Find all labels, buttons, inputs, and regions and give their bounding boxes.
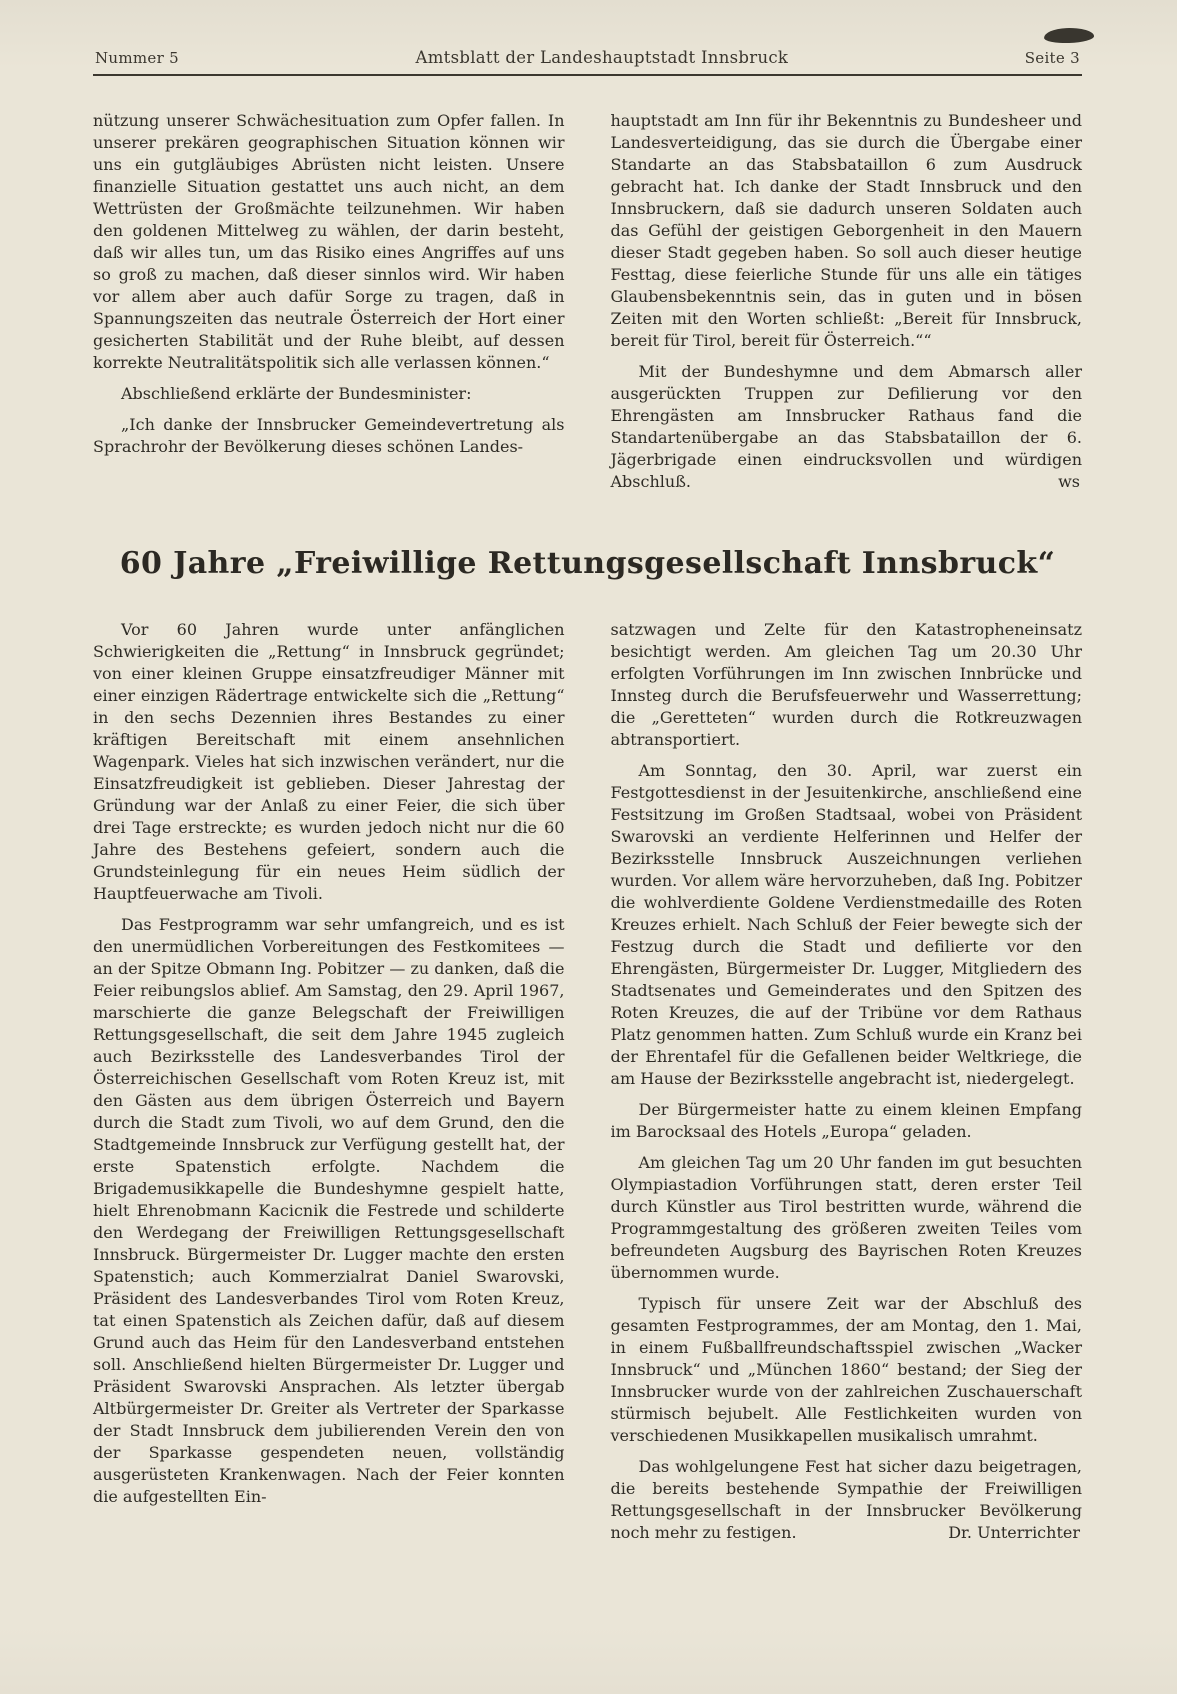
author-initials: ws: [1058, 472, 1080, 491]
page-number: Seite 3: [1024, 49, 1080, 67]
masthead-divider: [93, 74, 1082, 76]
top-right-column: [611, 110, 1083, 502]
paragraph: nützung unserer Schwächesituation zum Opfer fallen. In unserer prekären geographischen Situation können wir uns ein gutgläubiges Abrüsten nicht leisten. Unsere finanzielle Situation gestattet uns auch nicht, an dem Wettrüsten der Großmächte teilzunehmen. Wir haben den goldenen Mittelweg zu wählen, der darin besteht, daß wir alles tun, um das Risiko eines Angriffes auf uns so groß zu machen, daß dieser sinnlos wird. Wir haben vor allem aber auch dafür Sorge zu tragen, daß in Spannungszeiten das neutrale Österreich der Hort einer gesicherten Stabilität und der Ruhe bleibt, auf dessen korrekte Neutralitätspolitik sich alle verlassen können.“: [93, 111, 565, 372]
newspaper-title: Amtsblatt der Landeshauptstadt Innsbruck: [415, 48, 789, 67]
main-right-column: [611, 619, 1083, 1553]
anniversary-article: [93, 619, 1082, 1553]
paragraph: [611, 1456, 1083, 1544]
issue-number: Nummer 5: [95, 49, 179, 67]
paragraph: Vor 60 Jahren wurde unter anfänglichen Schwierigkeiten die „Rettung“ in Innsbruck gegründet; von einer kleinen Gruppe einsatzfreudiger Männer mit einer einzigen Rädertrage entwickelte sich die „Rettung“ in den sechs Dezennien ihres Bestandes zu einer kräftigen Bereitschaft mit einem ansehnlichen Wagenpark. Vieles hat sich inzwischen verändert, nur die Einsatzfreudigkeit ist geblieben. Dieser Jahrestag der Gründung war der Anlaß zu einer Feier, die sich über drei Tage erstreckte; es wurden jedoch nicht nur die 60 Jahre des Bestehens gefeiert, sondern auch die Grundsteinlegung für ein neues Heim südlich der Hauptfeuerwache am Tivoli.: [93, 620, 565, 903]
paragraph-text: Mit der Bundeshymne und dem Abmarsch aller ausgerückten Truppen zur Defilierung vor den Ehrengästen am Innsbrucker Rathaus fand die Standartenübergabe an das Stabsbataillon der 6. Jägerbrigade einen eindrucksvollen und würdigen Abschluß.: [610, 362, 1082, 491]
masthead: [93, 48, 1082, 74]
main-left-column: [93, 619, 565, 1553]
lead-article-continuation: [93, 110, 1082, 502]
paragraph: Typisch für unsere Zeit war der Abschluß des gesamten Festprogrammes, der am Montag, den 1. Mai, in einem Fußballfreundschaftsspiel zwischen „Wacker Innsbruck“ und „München 1860“ bestand; der Sieg der Innsbrucker wurde von der zahlreichen Zuschauerschaft stürmisch bejubelt. Alle Festlichkeiten wurden von verschiedenen Musikkapellen musikalisch umrahmt.: [610, 1294, 1082, 1445]
top-left-column: [93, 110, 565, 502]
paragraph: [611, 361, 1083, 493]
author-signature: Dr. Unterrichter: [948, 1523, 1080, 1542]
paragraph: Das Festprogramm war sehr umfangreich, und es ist den unermüdlichen Vorbereitungen des Festkomitees — an der Spitze Obmann Ing. Pobitzer — zu danken, daß die Feier reibungslos ablief. Am Samstag, den 29. April 1967, marschierte die ganze Belegschaft der Freiwilligen Rettungsgesellschaft, die seit dem Jahre 1945 zugleich auch Bezirksstelle des Landesverbandes Tirol der Österreichischen Gesellschaft vom Roten Kreuz ist, mit den Gästen aus dem übrigen Österreich und Bayern durch die Stadt zum Tivoli, wo auf dem Grund, den die Stadtgemeinde Innsbruck zur Verfügung gestellt hat, der erste Spatenstich erfolgte. Nachdem die Brigademusikkapelle die Bundeshymne gespielt hatte, hielt Ehrenobmann Kacicnik die Festrede und schilderte den Werdegang der Freiwilligen Rettungsgesellschaft Innsbruck. Bürgermeister Dr. Lugger machte den ersten Spatenstich; auch Kommerzialrat Daniel Swarovski, Präsident des Landesverbandes Tirol vom Roten Kreuz, tat einen Spatenstich als Zeichen dafür, daß auf diesem Grund auch das Heim für den Landesverband entstehen soll. Anschließend hielten Bürgermeister Dr. Lugger und Präsident Swarovski Ansprachen. Als letzter übergab Altbürgermeister Dr. Greiter als Vertreter der Sparkasse der Stadt Innsbruck dem jubilierenden Verein den von der Sparkasse gespendeten neuen, vollständig ausgerüsteten Krankenwagen. Nach der Feier konnten die aufgestellten Ein-: [93, 915, 565, 1506]
paragraph-text: Das wohlgelungene Fest hat sicher dazu beigetragen, die bereits bestehende Sympathie der Freiwilligen Rettungsgesellschaft in der Innsbrucker Bevölkerung noch mehr zu festigen.: [610, 1457, 1082, 1542]
paragraph: „Ich danke der Innsbrucker Gemeindevertretung als Sprachrohr der Bevölkerung dieses schönen Landes-: [93, 415, 565, 456]
paragraph: satzwagen und Zelte für den Katastropheneinsatz besichtigt werden. Am gleichen Tag um 20.30 Uhr erfolgten Vorführungen im Inn zwischen Innbrücke und Innsteg durch die Berufsfeuerwehr und Wasserrettung; die „Geretteten“ wurden durch die Rotkreuzwagen abtransportiert.: [610, 620, 1082, 749]
article-headline: 60 Jahre „Freiwillige Rettungsgesellschaft Innsbruck“: [119, 546, 1056, 581]
paragraph: hauptstadt am Inn für ihr Bekenntnis zu Bundesheer und Landesverteidigung, das sie durch die Übergabe einer Standarte an das Stabsbataillon 6 zum Ausdruck gebracht hat. Ich danke der Stadt Innsbruck und den Innsbruckern, daß sie dadurch unseren Soldaten auch das Gefühl der geistigen Geborgenheit in den Mauern dieser Stadt gegeben haben. So soll auch dieser heutige Festtag, diese feierliche Stunde für uns alle ein tätiges Glaubensbekenntnis sein, das in guten und in bösen Zeiten mit den Worten schließt: „Bereit für Innsbruck, bereit für Tirol, bereit für Österreich.““: [610, 111, 1082, 350]
paragraph: Am Sonntag, den 30. April, war zuerst ein Festgottesdienst in der Jesuitenkirche, anschließend eine Festsitzung im Großen Stadtsaal, wobei von Präsident Swarovski an verdiente Helferinnen und Helfer der Bezirksstelle Innsbruck Auszeichnungen verliehen wurden. Vor allem wäre hervorzuheben, daß Ing. Pobitzer die wohlverdiente Goldene Verdienstmedaille des Roten Kreuzes erhielt. Nach Schluß der Feier bewegte sich der Festzug durch die Stadt und defilierte vor den Ehrengästen, Bürgermeister Dr. Lugger, Mitgliedern des Stadtsenates und Gemeinderates und den Spitzen des Roten Kreuzes, die auf der Tribüne vor dem Rathaus Platz genommen hatten. Zum Schluß wurde ein Kranz bei der Ehrentafel für die Gefallenen beider Weltkriege, die am Hause der Bezirksstelle angebracht ist, niedergelegt.: [610, 761, 1082, 1088]
paragraph: Am gleichen Tag um 20 Uhr fanden im gut besuchten Olympiastadion Vorführungen statt, deren erster Teil durch Künstler aus Tirol bestritten wurde, während die Programmgestaltung des größeren zweiten Teiles vom befreundeten Augsburg des Bayrischen Roten Kreuzes übernommen wurde.: [610, 1153, 1082, 1282]
paragraph: Abschließend erklärte der Bundesminister:: [121, 384, 472, 403]
ink-smudge-artifact: [1044, 27, 1094, 44]
paragraph: Der Bürgermeister hatte zu einem kleinen Empfang im Barocksaal des Hotels „Europa“ geladen.: [610, 1100, 1082, 1141]
